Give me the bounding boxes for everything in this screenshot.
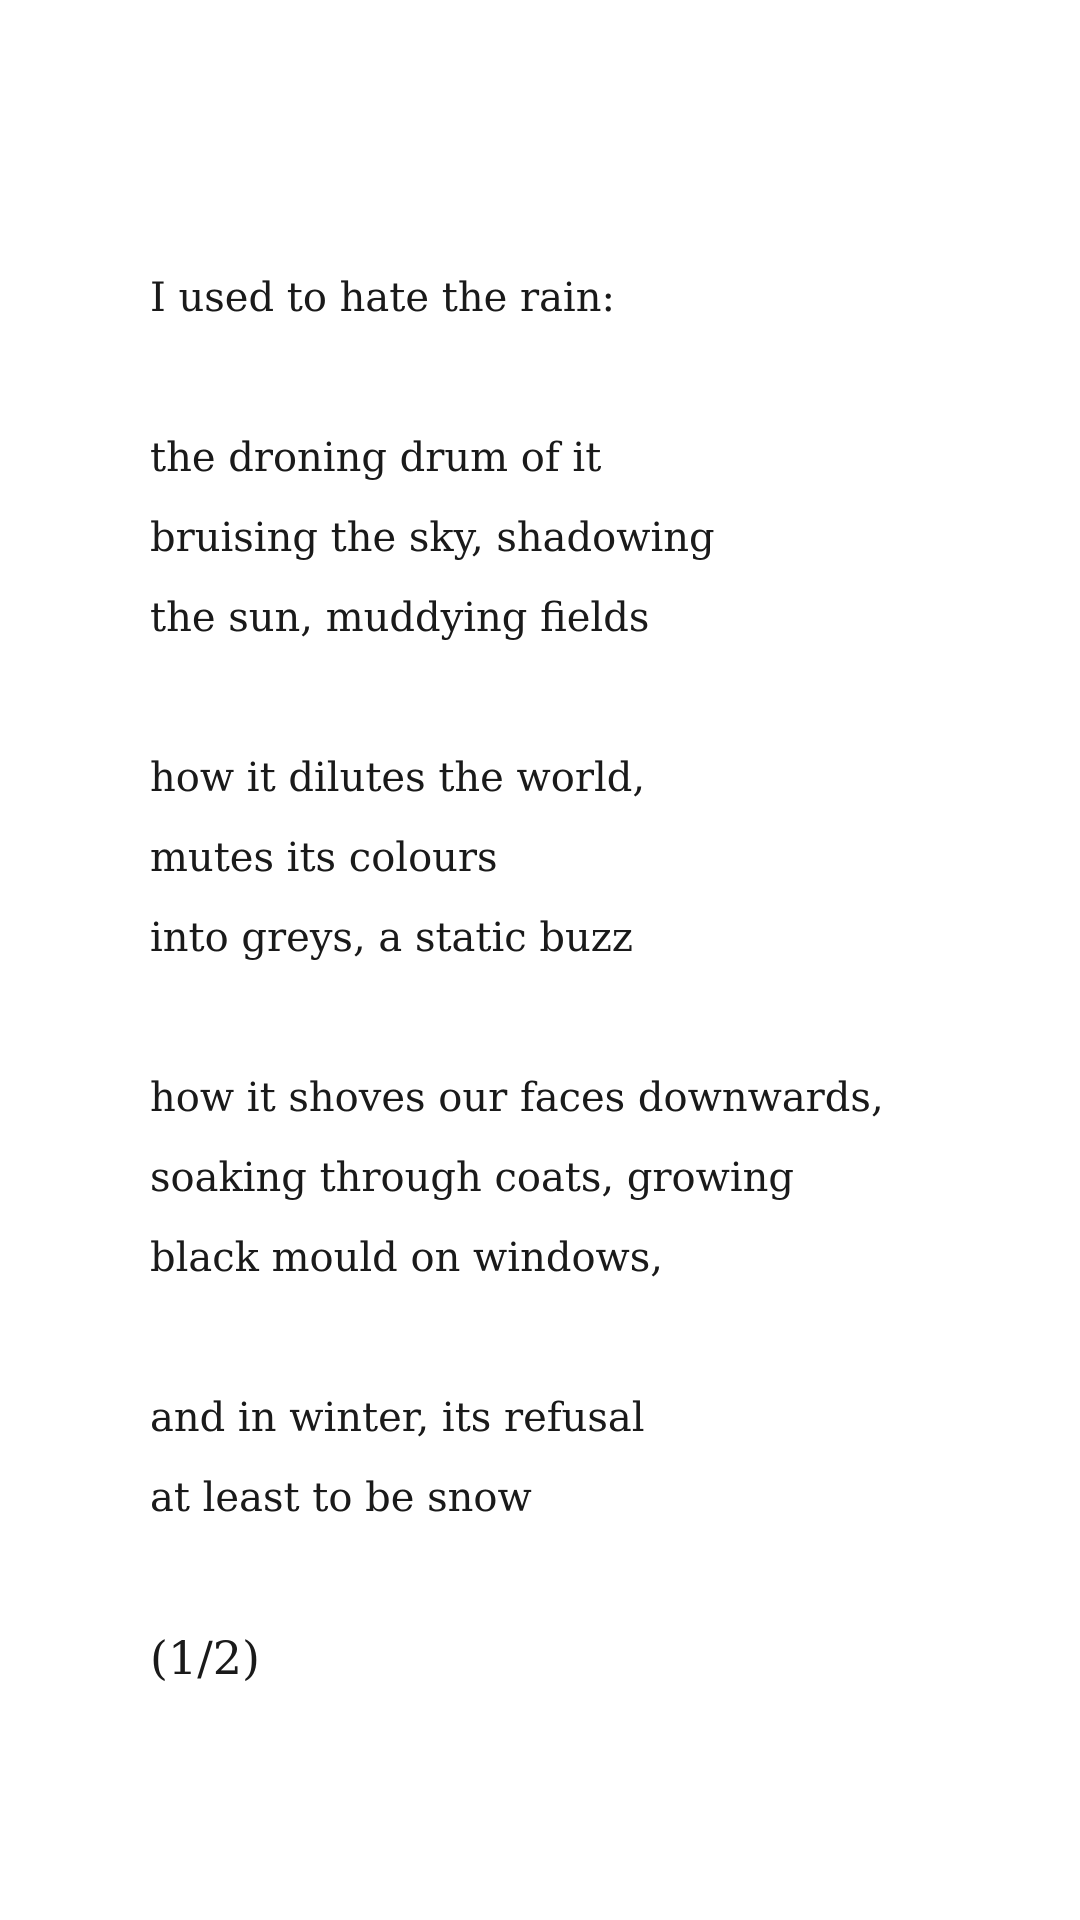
- poem-line: how it shoves our faces downwards,: [150, 1075, 884, 1121]
- stanza-5: [150, 1378, 1010, 1538]
- poem-line: I used to hate the rain:: [150, 275, 615, 321]
- poem-line: and in winter, its refusal: [150, 1395, 645, 1441]
- poem-line: the droning drum of it: [150, 435, 602, 481]
- stanza-3: [150, 738, 1010, 978]
- page-indicator: (1/2): [150, 1631, 260, 1685]
- poem-line: mutes its colours: [150, 835, 498, 881]
- poem-line: at least to be snow: [150, 1475, 532, 1521]
- poem-line: soaking through coats, growing: [150, 1155, 795, 1201]
- poem-line: into greys, a static buzz: [150, 915, 633, 961]
- poem-body: [150, 258, 1010, 1698]
- stanza-1: [150, 258, 1010, 338]
- poem-line: bruising the sky, shadowing: [150, 515, 715, 561]
- poem-line: black mould on windows,: [150, 1235, 664, 1281]
- poem-line: how it dilutes the world,: [150, 755, 646, 801]
- poem-line: the sun, muddying fields: [150, 595, 650, 641]
- stanza-4: [150, 1058, 1010, 1298]
- stanza-2: [150, 418, 1010, 658]
